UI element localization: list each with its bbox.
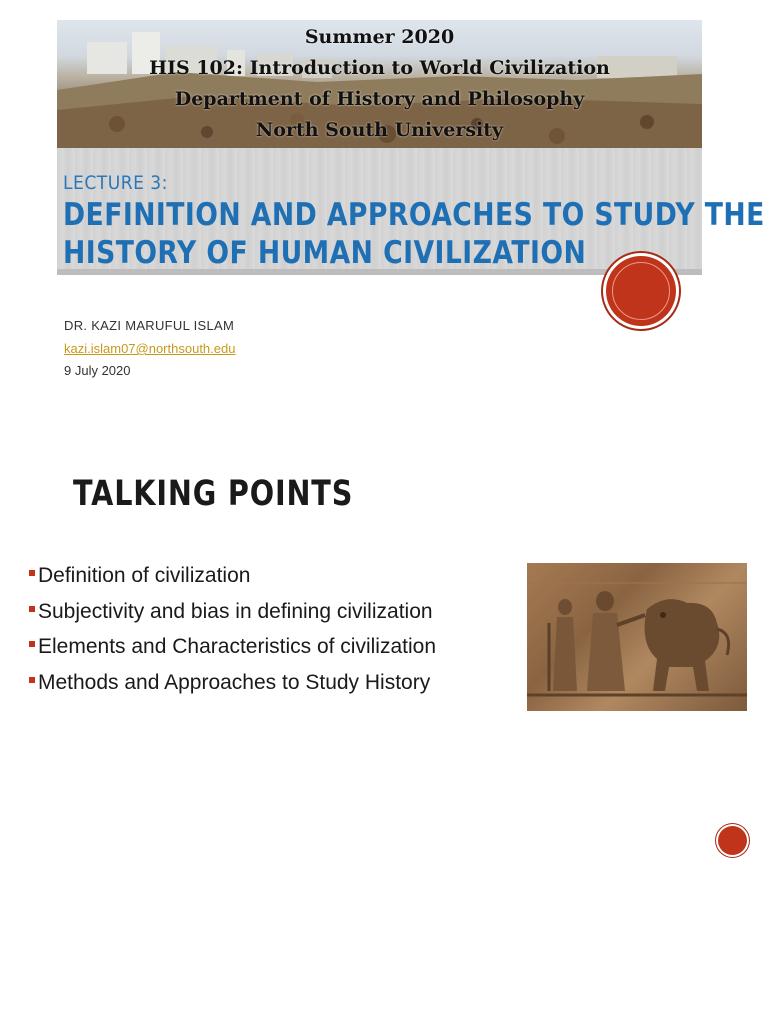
- lecture-title: [63, 196, 765, 272]
- decorative-circle: [606, 256, 676, 326]
- list-item: Subjectivity and bias in defining civilization: [29, 594, 436, 630]
- bullet-icon: [29, 677, 35, 683]
- assyrian-relief-image: [527, 563, 747, 711]
- course-header: [57, 22, 702, 146]
- department-name: Department of History and Philosophy: [174, 88, 585, 110]
- author-name: DR. KAZI MARUFUL ISLAM: [64, 318, 235, 333]
- title-slide: [0, 0, 768, 420]
- decorative-circle: [718, 826, 747, 855]
- lecture-title-line-1: DEFINITION AND APPROACHES TO STUDY THE: [63, 197, 765, 233]
- course-title: HIS 102: Introduction to World Civilization: [149, 57, 610, 79]
- bullet-icon: [29, 570, 35, 576]
- list-item: Elements and Characteristics of civilization: [29, 629, 436, 665]
- bullet-icon: [29, 606, 35, 612]
- slide-title: TALKING POINTS: [73, 474, 354, 514]
- lecture-date: 9 July 2020: [64, 363, 131, 378]
- bullet-icon: [29, 641, 35, 647]
- university-name: North South University: [255, 119, 504, 141]
- author-email-link[interactable]: kazi.islam07@northsouth.edu: [64, 341, 236, 356]
- course-term: Summer 2020: [304, 26, 455, 48]
- list-item: Methods and Approaches to Study History: [29, 665, 436, 701]
- list-item: Definition of civilization: [29, 558, 436, 594]
- relief-illustration: [527, 563, 747, 711]
- lecture-label: LECTURE 3:: [63, 172, 168, 194]
- lecture-title-line-2: HISTORY OF HUMAN CIVILIZATION: [63, 235, 587, 271]
- talking-points-list: [29, 558, 436, 700]
